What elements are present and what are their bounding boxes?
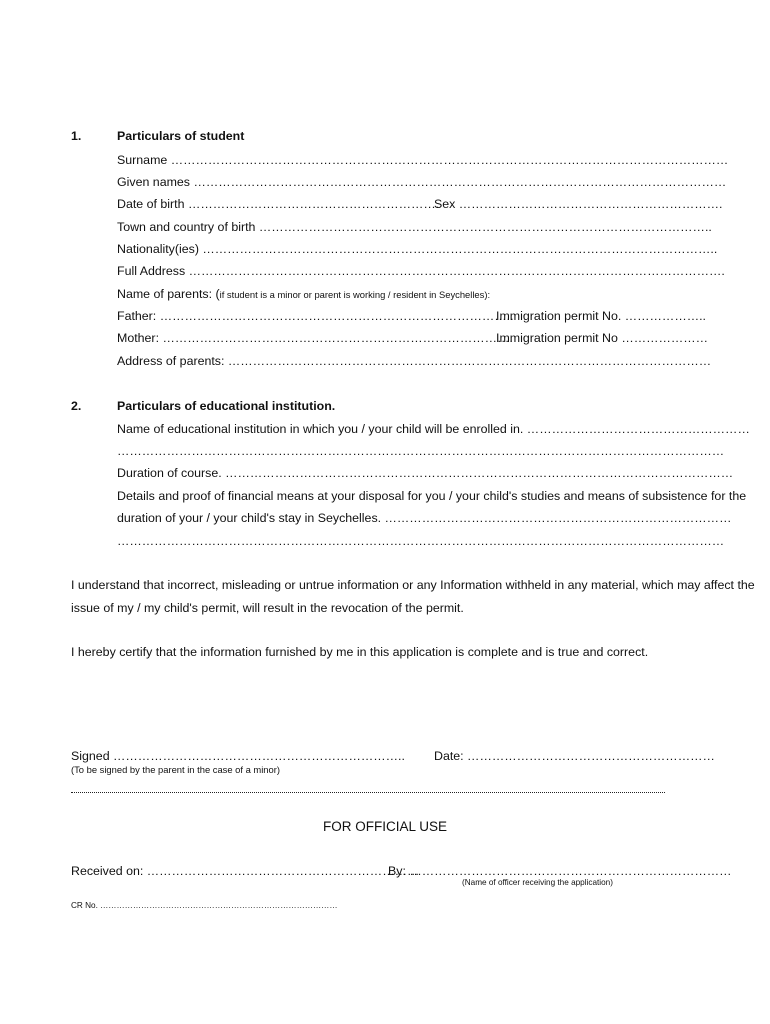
father-immigration-permit-field[interactable]: Immigration permit No. ………………..: [496, 309, 706, 323]
officer-name-note: (Name of officer receiving the application): [462, 878, 613, 887]
date-field[interactable]: Date: ……………………………………………………: [434, 749, 715, 763]
mother-field[interactable]: Mother: ………………………………………………………………………….: [117, 331, 513, 345]
signed-note: (To be signed by the parent in the case of a minor): [71, 764, 280, 775]
cr-no-field[interactable]: CR No. ……………………………………………………………………………: [71, 901, 338, 910]
parents-name-label: [117, 286, 490, 303]
institution-name-continuation[interactable]: …………………………………………………………………………………………………………………………………: [117, 444, 725, 458]
mother-immigration-permit-field[interactable]: Immigration permit No …………………: [496, 331, 709, 345]
address-of-parents-field[interactable]: Address of parents: ………………………………………………………………………………………………………: [117, 354, 712, 368]
duration-of-course-field[interactable]: Duration of course. ……………………………………………………………………………………………………………: [117, 466, 734, 480]
financial-means-continuation[interactable]: …………………………………………………………………………………………………………………………………: [117, 534, 725, 548]
parents-label: Name of parents: (: [117, 287, 220, 301]
financial-means-text: Details and proof of financial means at your disposal for you / your child's studies and means of subsistence for the: [117, 489, 747, 503]
section-1-number: 1.: [71, 129, 82, 143]
declaration-line-1: I understand that incorrect, misleading or untrue information or any Information withheld in any material, which may affect the: [71, 578, 755, 592]
received-by-field[interactable]: By: ……………………………………………………………………: [388, 864, 732, 878]
full-address-field[interactable]: Full Address ………………………………………………………………………………………………………………….: [117, 264, 725, 278]
institution-name-field[interactable]: Name of educational institution in which you / your child will be enrolled in. ………………………………………………: [117, 422, 750, 436]
given-names-field[interactable]: Given names …………………………………………………………………………………………………………………: [117, 175, 727, 189]
received-on-field[interactable]: Received on: …………………………………………………………: [71, 864, 420, 878]
declaration-line-2: issue of my / my child's permit, will result in the revocation of the permit.: [71, 601, 464, 615]
parents-note: if student is a minor or parent is working / resident in Seychelles):: [219, 289, 491, 300]
section-2-heading: Particulars of educational institution.: [117, 399, 336, 413]
section-1-heading: Particulars of student: [117, 129, 245, 143]
nationality-field[interactable]: Nationality(ies) ……………………………………………………………………………………………………………..: [117, 242, 718, 256]
financial-means-field[interactable]: duration of your / your child's stay in Seychelles. …………………………………………………………………………: [117, 511, 732, 525]
section-2-number: 2.: [71, 399, 82, 413]
official-use-title: FOR OFFICIAL USE: [322, 819, 447, 834]
sex-field[interactable]: Sex ……………………………………………………….: [434, 197, 723, 211]
father-field[interactable]: Father: …………………………………………………………………………..: [117, 309, 514, 323]
certification-statement: I hereby certify that the information furnished by me in this application is complete and is true and correct.: [71, 645, 649, 659]
surname-field[interactable]: Surname ………………………………………………………………………………………………………………………: [117, 153, 729, 167]
date-of-birth-field[interactable]: Date of birth …………………………………………………….: [117, 197, 440, 211]
separator-line: [71, 792, 665, 793]
signed-field[interactable]: Signed ……………………………………………………………..: [71, 749, 405, 763]
town-country-of-birth-field[interactable]: Town and country of birth ………………………………………………………………………………………………..: [117, 220, 712, 234]
